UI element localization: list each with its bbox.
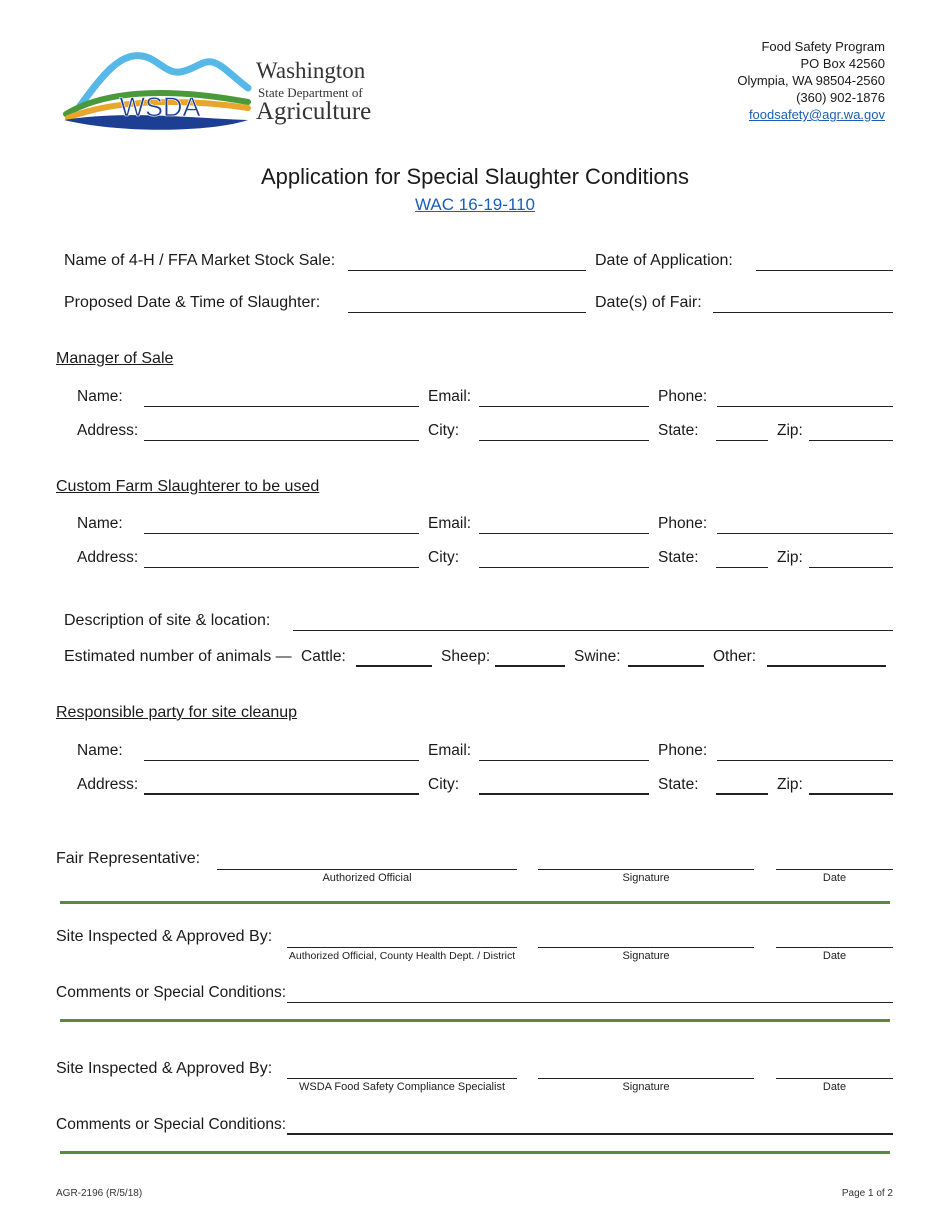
sheep-field[interactable]	[495, 665, 565, 667]
contact-program: Food Safety Program	[761, 39, 885, 54]
wsda-logo-text: WSDA	[119, 92, 201, 122]
cleanup-address-label: Address:	[77, 776, 139, 793]
health-signature-caption: Signature	[622, 950, 670, 962]
cleanup-city-field[interactable]	[479, 793, 649, 795]
cleanup-address-field[interactable]	[144, 793, 419, 795]
page-number: Page 1 of 2	[841, 1188, 893, 1199]
slaughterer-address-field[interactable]	[144, 567, 419, 568]
manager-of-sale-heading: Manager of Sale	[56, 350, 174, 367]
wsda-logo-mark	[62, 48, 252, 133]
health-date-field[interactable]	[776, 947, 893, 948]
wsda-inspected-label: Site Inspected & Approved By:	[56, 1060, 273, 1077]
fair-rep-official-caption: Authorized Official	[322, 872, 412, 884]
contact-po-box: PO Box 42560	[800, 56, 885, 71]
slaughterer-state-field[interactable]	[716, 567, 768, 568]
section-divider	[60, 901, 890, 904]
slaughterer-state-label: State:	[658, 549, 699, 566]
wsda-comments-label: Comments or Special Conditions:	[56, 1116, 287, 1133]
cleanup-state-label: State:	[658, 776, 699, 793]
cleanup-heading: Responsible party for site cleanup	[56, 704, 298, 721]
health-date-caption: Date	[822, 950, 847, 962]
cleanup-phone-field[interactable]	[717, 760, 893, 761]
other-field[interactable]	[767, 665, 886, 667]
wsda-date-caption: Date	[822, 1081, 847, 1093]
site-description-label: Description of site & location:	[64, 612, 271, 629]
slaughterer-phone-label: Phone:	[658, 515, 708, 532]
contact-phone: (360) 902-1876	[796, 90, 885, 105]
manager-city-field[interactable]	[479, 440, 649, 441]
swine-label: Swine:	[574, 648, 621, 665]
cattle-label: Cattle:	[301, 648, 346, 665]
contact-email-link[interactable]: foodsafety@agr.wa.gov	[748, 107, 885, 122]
date-application-field[interactable]	[756, 270, 893, 271]
wsda-comments-field[interactable]	[287, 1133, 893, 1135]
logo-washington: Washington	[256, 58, 366, 83]
logo-agriculture: Agriculture	[256, 98, 372, 125]
proposed-date-field[interactable]	[348, 312, 586, 313]
fair-dates-label: Date(s) of Fair:	[595, 294, 702, 311]
section-divider	[60, 1151, 890, 1154]
slaughterer-city-field[interactable]	[479, 567, 649, 568]
wac-link[interactable]: WAC 16-19-110	[415, 195, 535, 214]
fair-rep-date-field[interactable]	[776, 869, 893, 870]
page-title: Application for Special Slaughter Conditions	[260, 164, 690, 189]
slaughterer-email-field[interactable]	[479, 533, 649, 534]
cleanup-email-field[interactable]	[479, 760, 649, 761]
site-description-field[interactable]	[293, 630, 893, 631]
manager-address-field[interactable]	[144, 440, 419, 441]
manager-email-field[interactable]	[479, 406, 649, 407]
cleanup-phone-label: Phone:	[658, 742, 708, 759]
form-number: AGR-2196 (R/5/18)	[56, 1188, 143, 1199]
manager-name-field[interactable]	[144, 406, 419, 407]
logo-state-dept: State Department of	[258, 85, 363, 100]
cattle-field[interactable]	[356, 665, 432, 667]
manager-phone-label: Phone:	[658, 388, 708, 405]
cleanup-city-label: City:	[428, 776, 459, 793]
wsda-signature-field[interactable]	[538, 1078, 754, 1079]
fair-rep-date-caption: Date	[822, 872, 847, 884]
other-label: Other:	[713, 648, 757, 665]
manager-address-label: Address:	[77, 422, 139, 439]
sale-name-label: Name of 4-H / FFA Market Stock Sale:	[64, 252, 336, 269]
slaughterer-name-label: Name:	[77, 515, 123, 532]
wsda-specialist-field[interactable]	[287, 1078, 517, 1079]
health-official-field[interactable]	[287, 947, 517, 948]
slaughterer-zip-field[interactable]	[809, 567, 893, 568]
manager-phone-field[interactable]	[717, 406, 893, 407]
sheep-label: Sheep:	[441, 648, 491, 665]
date-application-label: Date of Application:	[595, 252, 733, 269]
fair-dates-field[interactable]	[713, 312, 893, 313]
slaughterer-heading: Custom Farm Slaughterer to be used	[56, 478, 320, 495]
manager-state-label: State:	[658, 422, 699, 439]
cleanup-zip-field[interactable]	[809, 793, 893, 795]
wsda-specialist-caption: WSDA Food Safety Compliance Specialist	[298, 1081, 506, 1093]
cleanup-zip-label: Zip:	[777, 776, 803, 793]
manager-city-label: City:	[428, 422, 459, 439]
wsda-date-field[interactable]	[776, 1078, 893, 1079]
cleanup-email-label: Email:	[428, 742, 472, 759]
health-comments-field[interactable]	[287, 1002, 893, 1003]
cleanup-name-field[interactable]	[144, 760, 419, 761]
health-signature-field[interactable]	[538, 947, 754, 948]
slaughterer-city-label: City:	[428, 549, 459, 566]
slaughterer-email-label: Email:	[428, 515, 472, 532]
site-inspected-label: Site Inspected & Approved By:	[56, 928, 273, 945]
slaughterer-zip-label: Zip:	[777, 549, 803, 566]
contact-block	[737, 38, 885, 123]
slaughterer-phone-field[interactable]	[717, 533, 893, 534]
section-divider	[60, 1019, 890, 1022]
cleanup-name-label: Name:	[77, 742, 123, 759]
fair-rep-label: Fair Representative:	[56, 850, 201, 867]
slaughterer-name-field[interactable]	[144, 533, 419, 534]
manager-email-label: Email:	[428, 388, 472, 405]
fair-rep-signature-caption: Signature	[622, 872, 670, 884]
wsda-logo	[62, 48, 382, 133]
proposed-date-label: Proposed Date & Time of Slaughter:	[64, 294, 321, 311]
sale-name-field[interactable]	[348, 270, 586, 271]
cleanup-state-field[interactable]	[716, 793, 768, 795]
health-comments-label: Comments or Special Conditions:	[56, 984, 287, 1001]
wsda-signature-caption: Signature	[622, 1081, 670, 1093]
contact-city: Olympia, WA 98504-2560	[737, 73, 885, 88]
fair-rep-official-field[interactable]	[217, 869, 517, 870]
animals-label: Estimated number of animals —	[64, 648, 292, 665]
manager-zip-field[interactable]	[809, 440, 893, 441]
manager-zip-label: Zip:	[777, 422, 803, 439]
health-official-caption: Authorized Official, County Health Dept. / District	[288, 950, 516, 962]
fair-rep-signature-field[interactable]	[538, 869, 754, 870]
swine-field[interactable]	[628, 665, 704, 667]
manager-name-label: Name:	[77, 388, 123, 405]
manager-state-field[interactable]	[716, 440, 768, 441]
slaughterer-address-label: Address:	[77, 549, 139, 566]
